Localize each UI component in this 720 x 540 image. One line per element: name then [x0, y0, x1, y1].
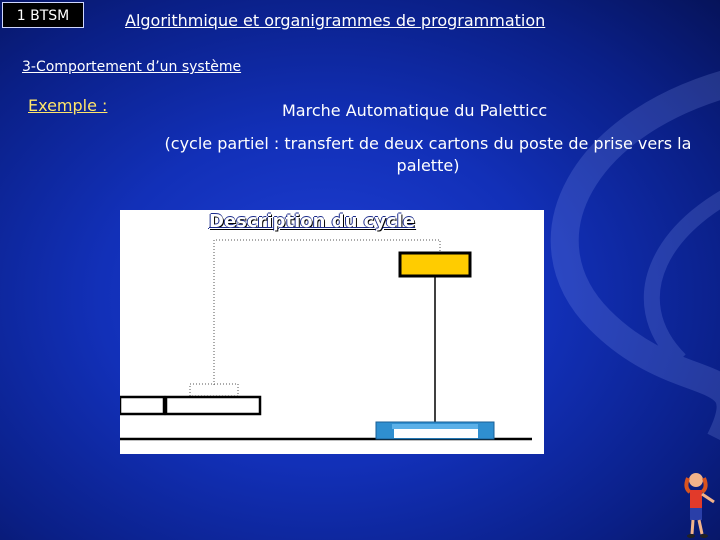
- conveyor-segment-1: [120, 397, 164, 414]
- conveyor-segment-2: [166, 397, 260, 414]
- panel-title: Description du cycle: [209, 211, 416, 232]
- course-badge: 1 BTSM: [2, 2, 84, 28]
- cycle-diagram-panel: [120, 210, 544, 454]
- gripper: [400, 253, 470, 276]
- section-heading: 3-Comportement d’un système: [22, 59, 242, 75]
- pallet-opening: [394, 429, 478, 438]
- slide-title: Marche Automatique du Paletticc: [282, 101, 548, 120]
- example-label: Exemple :: [28, 96, 108, 115]
- header-title: Algorithmique et organigrammes de programmation: [125, 11, 546, 30]
- mascot-figure: [678, 470, 720, 540]
- carton-outline: [190, 384, 238, 396]
- cycle-diagram: [120, 210, 544, 454]
- slide-subtitle: (cycle partiel : transfert de deux cartons du poste de prise vers la palette): [164, 134, 692, 175]
- pallet-top-slot: [392, 424, 478, 429]
